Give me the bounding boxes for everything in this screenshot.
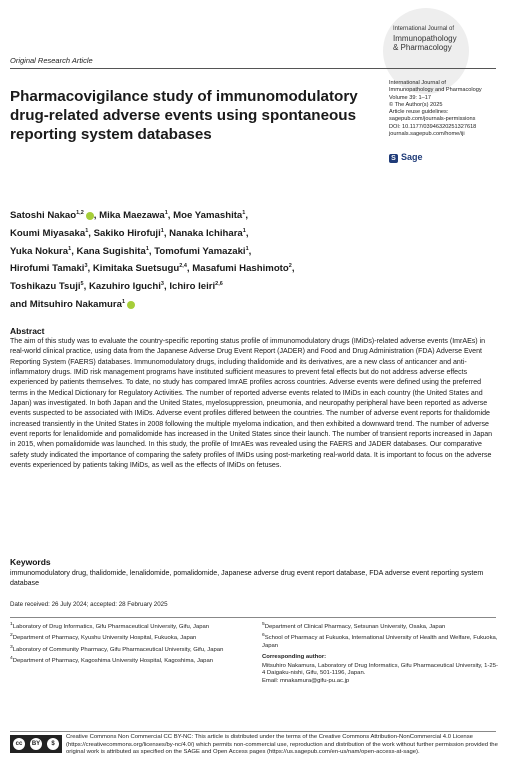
author-affiliation-sup: 1 (121, 298, 126, 305)
author-name: Satoshi Nakao (10, 210, 77, 222)
author-name: Kazuhiro Iguchi (88, 281, 161, 293)
affiliations-left (10, 621, 255, 667)
author-name: Toshikazu Tsuji (10, 281, 81, 293)
keywords-heading: Keywords (10, 557, 51, 567)
license-text: Creative Commons Non Commercial CC BY-NC: This article is distributed under the terms of the Creative Commons Attribution-NonCommercial 4.0 License (https://creativecommons.org/licenses/by-nc/4.0/) which permits non-commercial use, reproduction and distribution of the work without further permission provided the original work is attributed as specified on the SAGE and Open Access pages (https://us.sagepub.com/en-us/nam/open-access-at-sage). (66, 734, 498, 756)
author-affiliation-sup: 1 (245, 245, 249, 252)
author-name: Nanaka Ichihara (169, 227, 243, 239)
corresponding-text: Mitsuhiro Nakamura, Laboratory of Drug Informatics, Gifu Pharmaceutical University, 1-25-4 Daigaku-nishi, Gifu, 501-1196, Japan. (262, 662, 498, 676)
cc-icon: cc (13, 738, 25, 750)
sage-logo (389, 152, 423, 163)
by-icon: BY (30, 738, 42, 750)
author-name: Moe Yamashita (173, 210, 243, 222)
author-affiliation-sup: 3 (84, 263, 88, 270)
sage-icon: S (389, 154, 398, 163)
affiliation-text: Department of Clinical Pharmacy, Setsunan University, Osaka, Japan (264, 623, 446, 630)
orcid-icon[interactable] (127, 301, 135, 309)
author-name: Tomofumi Yamazaki (154, 245, 246, 257)
author-name: Sakiko Hirofuji (93, 227, 161, 239)
author-affiliation-sup: 1 (242, 227, 246, 234)
received-dates: Date received: 26 July 2024; accepted: 28 February 2025 (10, 601, 168, 608)
affiliation-item (10, 632, 255, 642)
affiliation-number: 2 (10, 633, 13, 639)
author-name: Koumi Miyasaka (10, 227, 86, 239)
meta-journal1: International Journal of (389, 80, 446, 86)
affiliation-text: School of Pharmacy at Fukuoka, International University of Health and Welfare, Fukuoka, Japan (262, 635, 498, 649)
meta-copyright: © The Author(s) 2025 (389, 101, 443, 108)
nc-icon: $ (47, 738, 59, 750)
journal-logo-text (393, 26, 463, 52)
orcid-icon[interactable] (86, 212, 94, 220)
affiliation-text: Laboratory of Drug Informatics, Gifu Pharmaceutical University, Gifu, Japan (12, 623, 210, 630)
affiliations-right-list (262, 621, 498, 650)
keywords-text: immunomodulatory drug, thalidomide, lenalidomide, pomalidomide, Japanese adverse drug event report database, FDA adverse event reporting system database (10, 570, 484, 588)
author-name: Masafumi Hashimoto (192, 263, 289, 275)
affiliation-number: 4 (10, 656, 13, 662)
author-affiliation-sup: 1,2 (76, 210, 84, 216)
author-name: Ichiro Ieiri (169, 281, 216, 293)
affiliation-item (262, 621, 498, 631)
header-rule (10, 68, 496, 69)
article-meta (389, 80, 501, 138)
meta-reuse-link[interactable]: sagepub.com/journals-permissions (389, 116, 476, 123)
author-affiliation-sup: 1 (242, 210, 246, 216)
author-affiliation-sup: 3 (160, 281, 164, 288)
affiliation-text: Laboratory of Community Pharmacy, Gifu Pharmaceutical University, Gifu, Japan (12, 646, 224, 653)
affiliation-text: Department of Pharmacy, Kagoshima University Hospital, Kagoshima, Japan (12, 658, 213, 665)
abstract-text: The aim of this study was to evaluate the country-specific reporting status profile of immunomodulatory drugs (IMiDs)-related adverse events (ImrAEs) in real-world clinical practice, using data from the Japanese Adverse Drug Event Report (JADER) and Food and Drug Administration (FDA) Adverse Event Reporting System (FAERS) databases. Immunomodulatory drugs, including thalidomide and its derivatives, are a new class of anticancer and anti-inflammatory drugs. IMiD risk management programs have instituted sufficient measures to prevent fetal effects but do not address adverse effects experienced by patients themselves. To date, no study has compared ImrAE profiles across countries. Adverse events were defined using the preferred terms in the Medical Dictionary for Regulatory Activities. The number of reported adverse events related to IMiDs in each country (the United States and Japan) was investigated. In both Japan and the United States, myelosuppression, pneumonia, and neuropathy peripheral have been reported as adverse events suspected to be associated with IMiDs. Adverse event profiles differed between the countries. The number of adverse event reports for thalidomide increased transiently in the United States in 2008 following the multiple myeloma indication, and then exhibited a downward trend. The number of adverse event reports for lenalidomide and pomalidomide has increased in the United States since their launch. The number of transient reports increased in Japan in 2015, when pomalidomide was launched. In this study, the profile of ImrAEs was revealed using the FAERS and JADER databases. Our comparative safety study indicated the importance of comparing the safety profiles of IMiDs using post-marketing real-world data. It is important to focus on the adverse events experienced by patients taking IMiDs, as well as the effects of IMiDs on fetuses. (10, 338, 493, 470)
meta-journal2: Immunopathology and Pharmacology (389, 87, 482, 94)
affiliations-rule (10, 617, 496, 618)
author-name: Kana Sugishita (76, 245, 146, 257)
journal-logo-line3: & Pharmacology (393, 42, 452, 52)
meta-home-link[interactable]: journals.sagepub.com/home/iji (389, 131, 465, 138)
affiliation-number: 6 (262, 633, 265, 639)
article-type: Original Research Article (10, 56, 93, 65)
affiliation-number: 1 (10, 622, 13, 627)
meta-doi[interactable]: DOI: 10.1177/03946320251327618 (389, 123, 477, 130)
author-affiliation-sup: 1 (160, 227, 164, 234)
author-name: Yuka Nokura (10, 245, 69, 257)
author-name: Mika Maezawa (99, 210, 165, 222)
author-affiliation-sup: 1 (85, 227, 89, 234)
author-name: and Mitsuhiro Nakamura (10, 299, 122, 311)
author-affiliation-sup: 2 (288, 263, 292, 270)
article-title: Pharmacovigilance study of immunomodulatory drug-related adverse events using spontaneous reporting system databases (10, 88, 358, 143)
cc-by-nc-badge[interactable] (10, 735, 62, 753)
affiliation-item (10, 621, 255, 631)
affiliation-item (10, 644, 255, 654)
journal-logo-line1: International Journal of (393, 26, 455, 32)
author-list: Satoshi Nakao$^{1,2}$ , Mika Maezawa$^1$, Moe Yamashita$^1$, Koumi Miyasaka$^1$, Sakiko Hirofuji$^1$, Nanaka Ichihara$^1$, Yuka Nokura$^1$, Kana Sugishita$^1$, Tomofumi Yamazaki$^1$, Hirofumi Tamaki$^3$, Kimitaka Suetsugu$^{2,4}$, Masafumi Hashimoto$^2$, Toshikazu Tsuji$^5$, Kazuhiro Iguchi$^3$, Ichiro Ieiri$^{2,6}$ and Mitsuhiro Nakamura$^1$ (10, 210, 295, 311)
abstract-heading: Abstract (10, 326, 45, 336)
affiliation-number: 5 (262, 622, 265, 627)
sage-label: Sage (401, 152, 423, 162)
corresponding-heading: Corresponding author: (262, 654, 327, 661)
affiliations-right (262, 621, 498, 687)
meta-volume: Volume 39: 1–17 (389, 94, 431, 101)
affiliation-item (262, 632, 498, 650)
author-name: Kimitaka Suetsugu (92, 263, 180, 275)
affiliation-text: Department of Pharmacy, Kyushu University Hospital, Fukuoka, Japan (12, 635, 197, 642)
author-affiliation-sup: 2,6 (215, 281, 223, 288)
author-affiliation-sup: 1 (145, 245, 149, 252)
author-affiliation-sup: 1 (164, 210, 168, 216)
author-name: Hirofumi Tamaki (10, 263, 85, 275)
affiliation-item (10, 655, 255, 665)
journal-logo-line2: Immunopathology (393, 33, 457, 43)
license-rule (10, 731, 496, 732)
meta-reuse1: Article reuse guidelines: (389, 109, 449, 116)
author-affiliation-sup: 1 (68, 245, 72, 252)
author-affiliation-sup: 5 (80, 281, 84, 288)
author-affiliation-sup: 2,4 (179, 263, 187, 270)
affiliation-number: 3 (10, 644, 13, 650)
corresponding-email[interactable]: Email: mnakamura@gifu-pu.ac.jp (262, 678, 350, 685)
